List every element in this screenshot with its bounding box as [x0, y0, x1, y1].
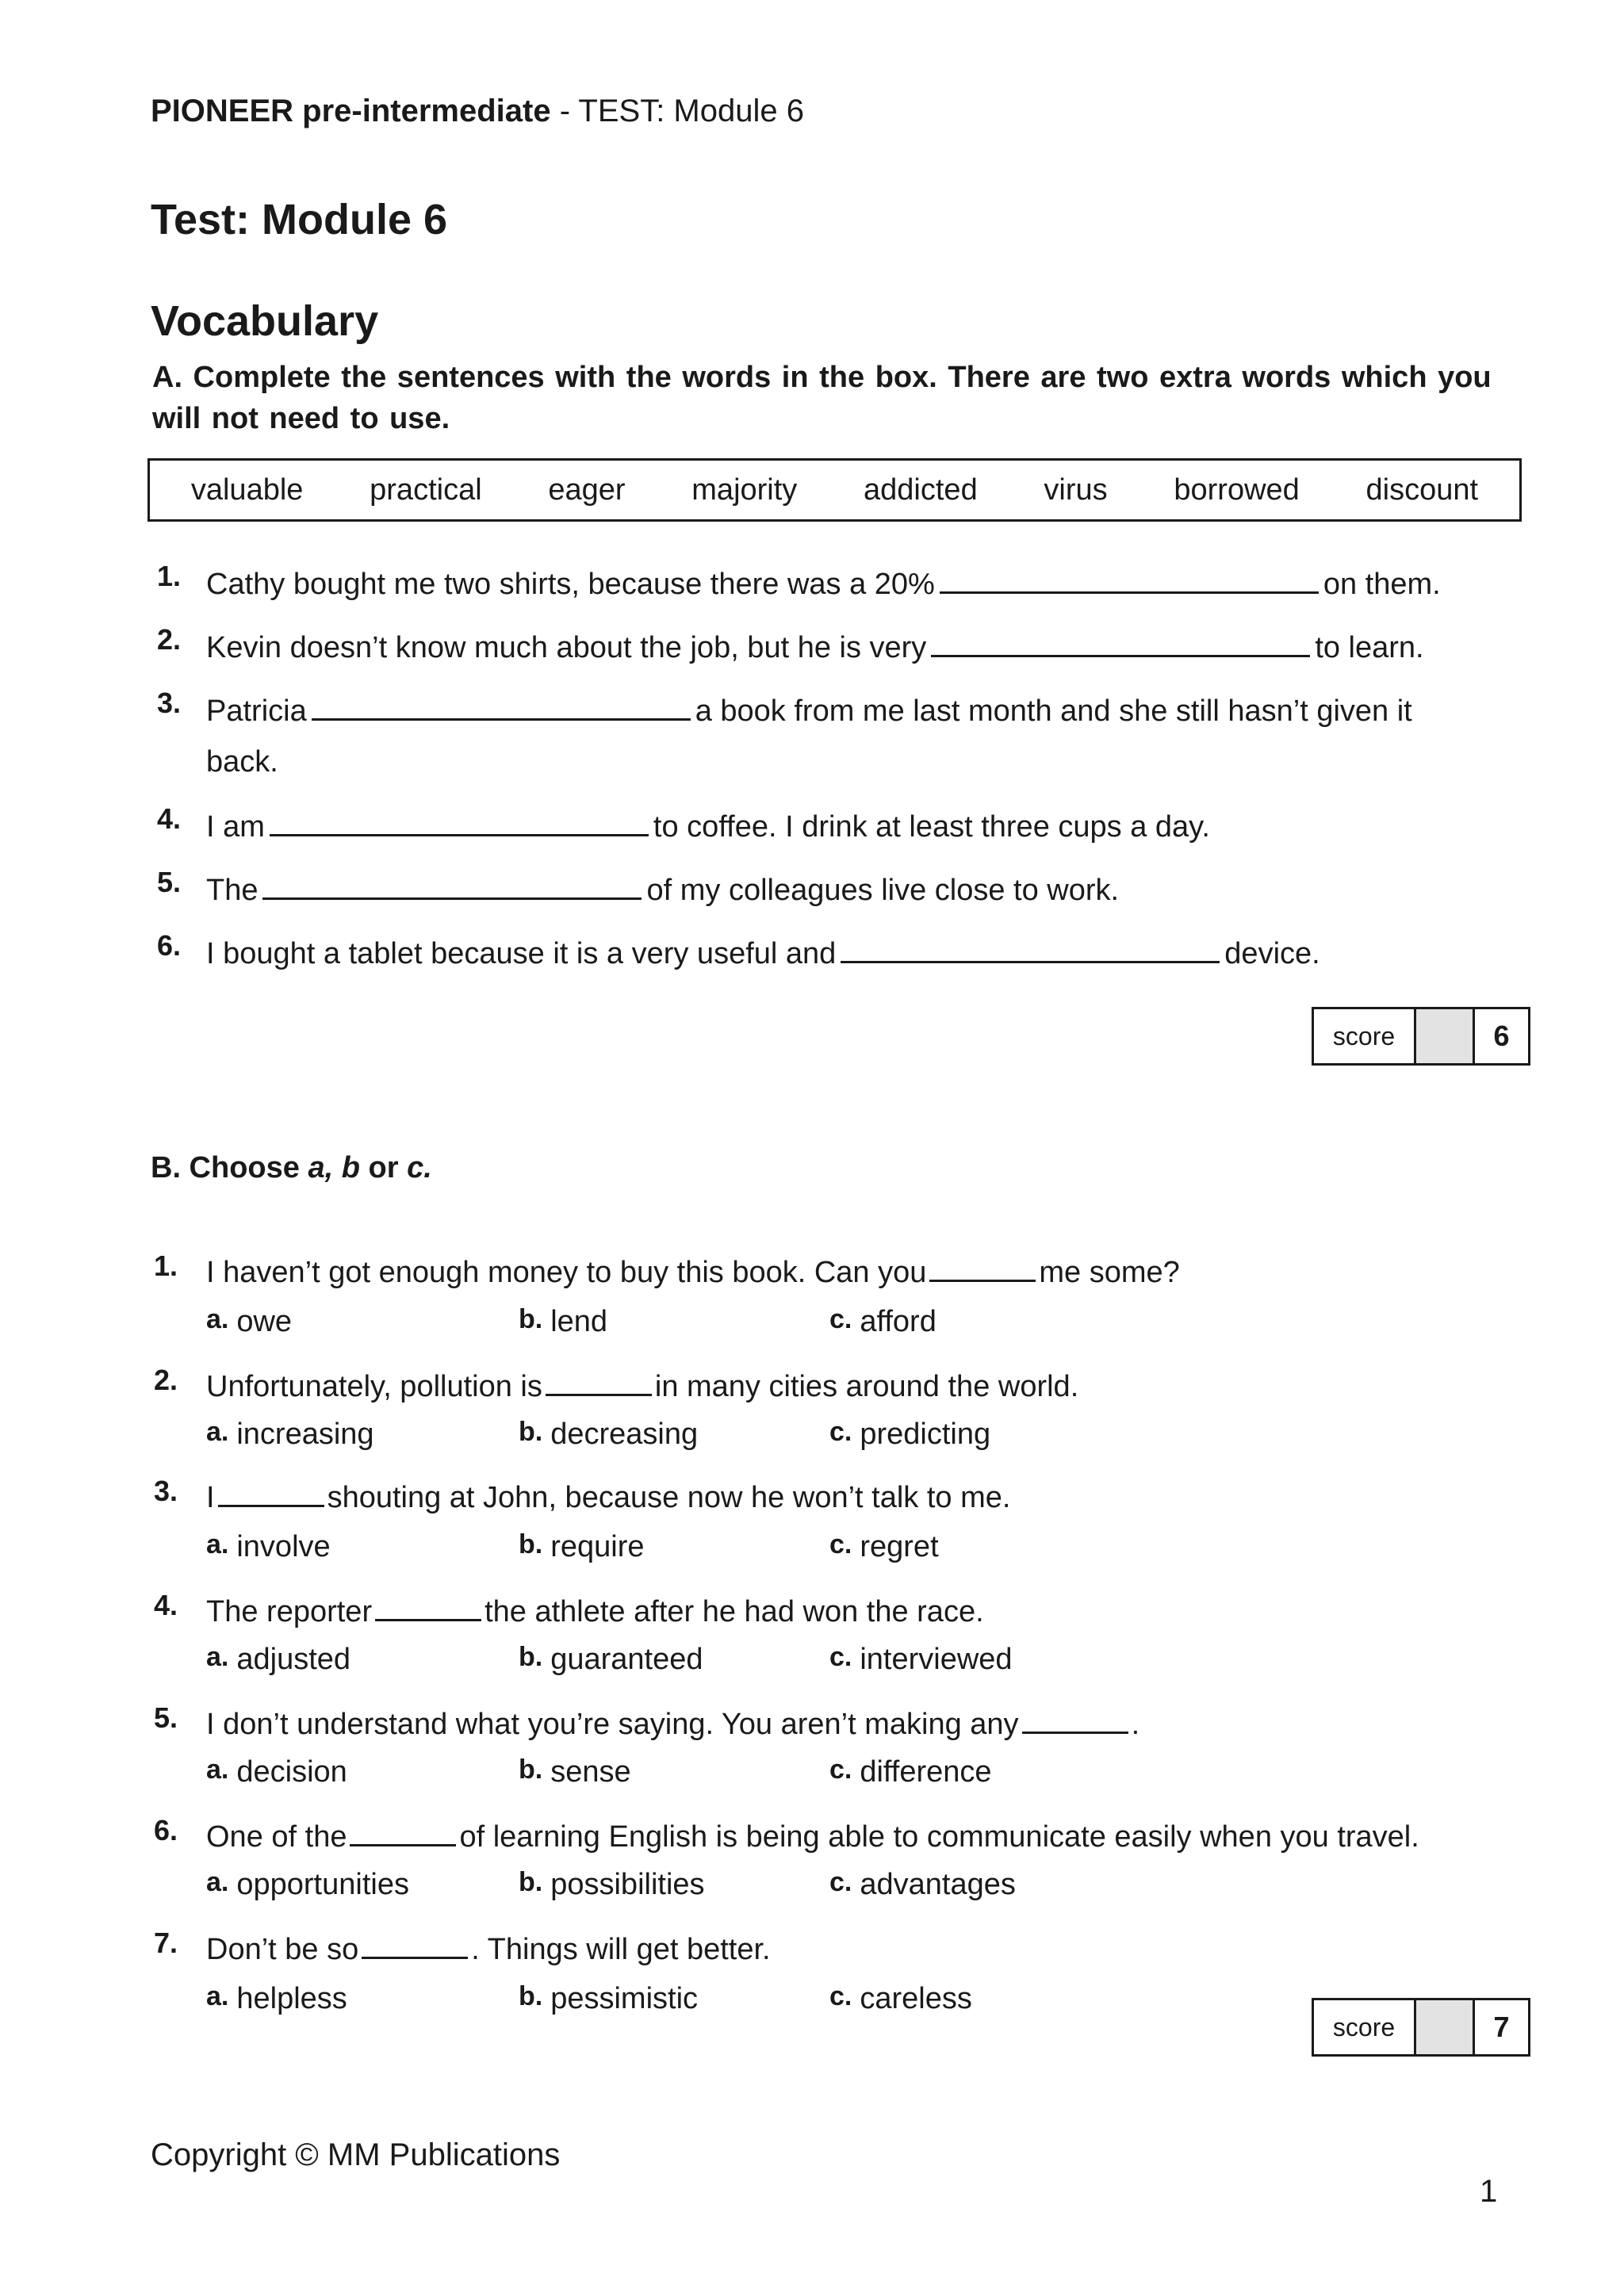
- question-number: 5.: [154, 1701, 178, 1734]
- word-item: valuable: [190, 473, 304, 507]
- question-number: 6.: [154, 1814, 178, 1846]
- word-item: virus: [1044, 473, 1108, 507]
- question-number: 4.: [154, 1589, 178, 1621]
- answer-blank[interactable]: [940, 563, 1319, 594]
- option-c[interactable]: c. interviewed: [829, 1642, 1013, 1676]
- question-text: Unfortunately, pollution is: [206, 1370, 542, 1403]
- instruction-prefix: B. Choose: [151, 1151, 300, 1184]
- instruction-choices: a, b: [308, 1151, 360, 1184]
- option-b[interactable]: b. guaranteed: [519, 1642, 703, 1676]
- option-b[interactable]: b. sense: [519, 1755, 631, 1789]
- word-item: discount: [1365, 473, 1479, 507]
- option-a[interactable]: a. opportunities: [206, 1867, 409, 1901]
- question-text: I am: [206, 810, 265, 844]
- question-text-after: a book from me last month and she still hasn’t given it: [695, 695, 1412, 728]
- option-a[interactable]: a. helpless: [206, 1981, 347, 2015]
- question-continuation: back.: [206, 745, 278, 779]
- question-text-after: shouting at John, because now he won’t talk to me.: [327, 1481, 1011, 1514]
- question-text-after: to coffee. I drink at least three cups a day.: [653, 810, 1210, 844]
- question-text-after: on them.: [1323, 568, 1441, 601]
- option-c[interactable]: c. afford: [829, 1304, 936, 1338]
- question-text-after: of learning English is being able to communicate easily when you travel.: [459, 1820, 1419, 1854]
- option-a[interactable]: a. decision: [206, 1755, 347, 1789]
- answer-blank[interactable]: [1022, 1705, 1128, 1734]
- option-c[interactable]: c. predicting: [829, 1417, 991, 1451]
- question-number: 3.: [157, 687, 182, 719]
- option-c[interactable]: c. difference: [829, 1755, 992, 1789]
- word-box: [147, 458, 1522, 522]
- answer-blank[interactable]: [270, 806, 649, 836]
- score-label: score: [1314, 1009, 1416, 1063]
- option-a[interactable]: a. owe: [206, 1304, 293, 1338]
- question-number: 3.: [154, 1475, 178, 1507]
- question-number: 2.: [154, 1364, 178, 1396]
- page-number: 1: [1480, 2174, 1498, 2209]
- score-entry[interactable]: [1416, 2000, 1475, 2054]
- question-number: 4.: [157, 802, 182, 835]
- question-text: The reporter: [206, 1595, 373, 1628]
- header-brand: PIONEER pre-intermediate: [151, 94, 551, 128]
- option-a[interactable]: a. adjusted: [206, 1642, 351, 1676]
- answer-blank[interactable]: [350, 1817, 456, 1846]
- answer-blank[interactable]: [929, 1253, 1036, 1282]
- question-text-after: . Things will get better.: [471, 1933, 771, 1966]
- question-text: I: [206, 1481, 215, 1514]
- answer-blank[interactable]: [262, 869, 642, 900]
- question-number: 2.: [157, 623, 182, 656]
- question-number: 1.: [154, 1249, 178, 1282]
- question-number: 5.: [157, 866, 182, 898]
- score-label: score: [1314, 2000, 1416, 2054]
- option-b[interactable]: b. decreasing: [519, 1417, 699, 1451]
- option-b[interactable]: b. possibilities: [519, 1867, 705, 1901]
- word-item: addicted: [864, 473, 978, 507]
- question-text-after: in many cities around the world.: [654, 1370, 1079, 1403]
- part-a-instruction: A. Complete the sentences with the words in the box. There are two extra words which you will not need to use.: [152, 361, 1492, 435]
- option-c[interactable]: c. advantages: [829, 1867, 1016, 1901]
- word-item: practical: [370, 473, 482, 507]
- word-item: eager: [548, 473, 626, 507]
- answer-blank[interactable]: [312, 690, 691, 721]
- instruction-or: or: [368, 1151, 399, 1184]
- option-c[interactable]: c. regret: [829, 1529, 939, 1563]
- word-item: majority: [691, 473, 798, 507]
- score-max: 6: [1493, 1020, 1510, 1052]
- answer-blank[interactable]: [931, 626, 1310, 657]
- answer-blank[interactable]: [841, 932, 1220, 963]
- document-header: [151, 94, 804, 129]
- question-number: 1.: [157, 560, 182, 592]
- word-item: borrowed: [1174, 473, 1300, 507]
- page-title: Test: Module 6: [151, 196, 448, 243]
- question-text-after: device.: [1224, 937, 1320, 970]
- score-entry[interactable]: [1416, 1009, 1475, 1063]
- part-b-instruction: [151, 1151, 432, 1185]
- option-b[interactable]: b. lend: [519, 1304, 608, 1338]
- question-number: 7.: [154, 1927, 178, 1959]
- question-text: Cathy bought me two shirts, because there was a 20%: [206, 568, 935, 601]
- option-a[interactable]: a. increasing: [206, 1417, 374, 1451]
- header-suffix: - TEST: Module 6: [550, 94, 804, 128]
- question-text: One of the: [206, 1820, 347, 1854]
- option-b[interactable]: b. pessimistic: [519, 1981, 699, 2015]
- option-a[interactable]: a. involve: [206, 1529, 331, 1563]
- answer-blank[interactable]: [218, 1478, 324, 1507]
- question-text: I haven’t got enough money to buy this book. Can you: [206, 1256, 927, 1289]
- part-a-score-box: [1312, 1007, 1530, 1066]
- option-c[interactable]: c. careless: [829, 1981, 972, 2015]
- score-max: 7: [1493, 2011, 1510, 2043]
- answer-blank[interactable]: [546, 1367, 652, 1396]
- question-text-after: .: [1131, 1708, 1140, 1741]
- question-number: 6.: [157, 929, 182, 962]
- question-text: Don’t be so: [206, 1933, 359, 1966]
- question-text-after: the athlete after he had won the race.: [485, 1595, 984, 1628]
- question-text: I don’t understand what you’re saying. You aren’t making any: [206, 1708, 1019, 1741]
- question-text: The: [206, 874, 259, 907]
- part-b-score-box: [1312, 1998, 1530, 2057]
- section-title: Vocabulary: [151, 297, 379, 345]
- question-text: I bought a tablet because it is a very useful and: [206, 937, 837, 970]
- question-text: Patricia: [206, 695, 307, 728]
- instruction-last: c.: [407, 1151, 432, 1184]
- copyright: Copyright © MM Publications: [151, 2137, 561, 2172]
- option-b[interactable]: b. require: [519, 1529, 645, 1563]
- question-text-after: to learn.: [1315, 631, 1424, 664]
- question-text-after: of my colleagues live close to work.: [646, 874, 1120, 907]
- answer-blank[interactable]: [375, 1592, 481, 1621]
- answer-blank[interactable]: [362, 1930, 468, 1959]
- question-text-after: me some?: [1039, 1256, 1180, 1289]
- question-text: Kevin doesn’t know much about the job, but he is very: [206, 631, 927, 664]
